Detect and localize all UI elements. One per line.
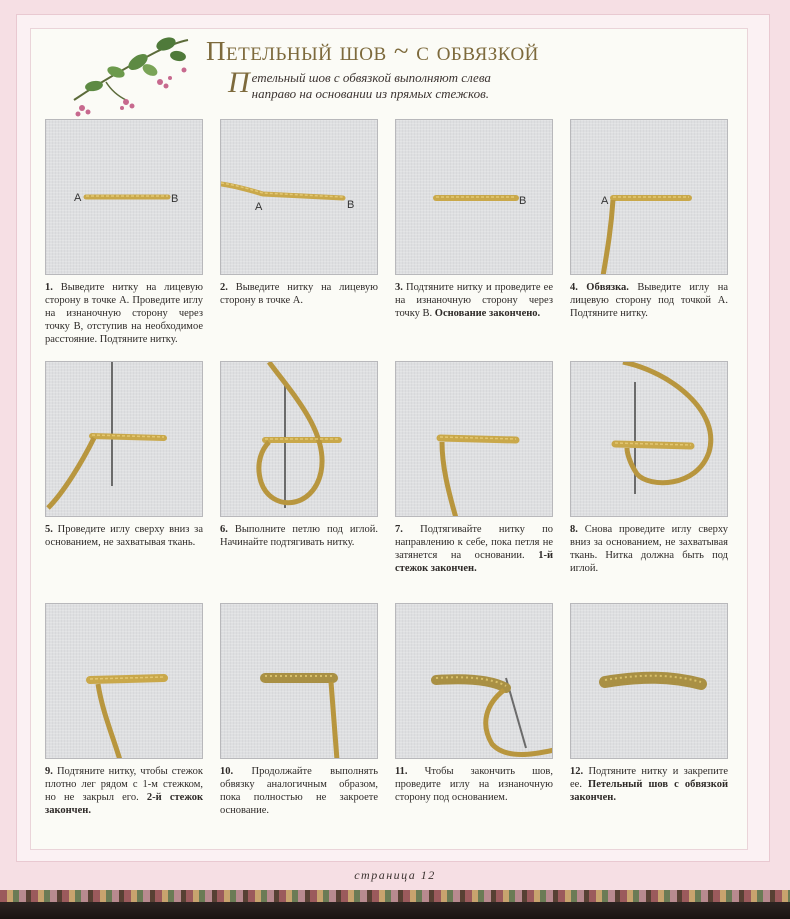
intro-initial: П [228,66,250,99]
step-caption-8: 8. Снова проведите иглу сверху вниз за основанием, не захватывая ткань. Нитка должна быть под иглой. [570,524,728,574]
step-cell-9 [45,603,203,817]
step-caption-6: 6. Выполните петлю под иглой. Начинайте подтягивать нитку. [220,524,378,548]
page-number: страница 12 [354,868,436,882]
step-cell-12 [570,603,728,804]
step-cell-11 [395,603,553,804]
step-photo-6 [220,361,378,517]
step-cell-5 [45,361,203,549]
step-caption-5: 5. Проведите иглу сверху вниз за основанием, не захватывая ткань. [45,524,203,548]
step-cell-4 [570,119,728,320]
step-photo-8 [570,361,728,517]
step-photo-3 [395,119,553,275]
step-cell-6 [220,361,378,549]
step-caption-10: 10. Продолжайте выполнять обвязку аналогичным образом, пока полностью не закроете основание. [220,766,378,816]
decorative-border-strip [0,890,790,919]
step-photo-10 [220,603,378,759]
label-b: В [347,199,355,211]
step-caption-7: 7. Подтягивайте нитку по направлению к себе, пока петля не затянется на основании. 1-й стежок закончен. [395,524,553,574]
step-photo-12 [570,603,728,759]
intro-body: етельный шов с обвязкой выполняют слева направо на основании из прямых стежков. [251,70,491,101]
step-photo-1 [45,119,203,275]
step-photo-7 [395,361,553,517]
step-caption-2: 2. Выведите нитку на лицевую сторону в точке А. [220,282,378,306]
step-cell-7 [395,361,553,575]
step-cell-10 [220,603,378,817]
step-cell-3 [395,119,553,320]
step-caption-1: 1. Выведите нитку на лицевую сторону в точке А. Проведите иглу на изнаночную сторону через точку В, отступив на необходимое расстояние. Подтяните нитку. [45,282,203,345]
step-photo-9 [45,603,203,759]
step-cell-1 [45,119,203,346]
step-photo-4 [570,119,728,275]
step-cell-8 [570,361,728,575]
step-photo-11 [395,603,553,759]
step-photo-5 [45,361,203,517]
flower-sprig-illustration [66,30,196,118]
step-caption-4: 4. Обвязка. Выведите иглу на лицевую сторону под точкой А. Подтяните нитку. [570,282,728,319]
intro-text [228,66,518,102]
step-caption-11: 11. Чтобы закончить шов, проведите иглу на изнаночную сторону под основанием. [395,766,553,803]
label-a: А [255,201,263,213]
step-cell-2 [220,119,378,307]
page-title: Петельный шов ~ с обвязкой [206,36,539,66]
label-a: А [601,195,609,207]
label-b: В [171,193,179,205]
label-a: А [74,192,82,204]
step-caption-9: 9. Подтяните нитку, чтобы стежок плотно лег рядом с 1-м стежком, но не закрыл его. 2-й стежок закончен. [45,766,203,816]
step-photo-2 [220,119,378,275]
label-b: В [519,195,527,207]
step-caption-3: 3. Подтяните нитку и проведите ее на изнаночную сторону через точку В. Основание закончено. [395,282,553,319]
step-caption-12: 12. Подтяните нитку и закрепите ее. Петельный шов с обвязкой закончен. [570,766,728,803]
